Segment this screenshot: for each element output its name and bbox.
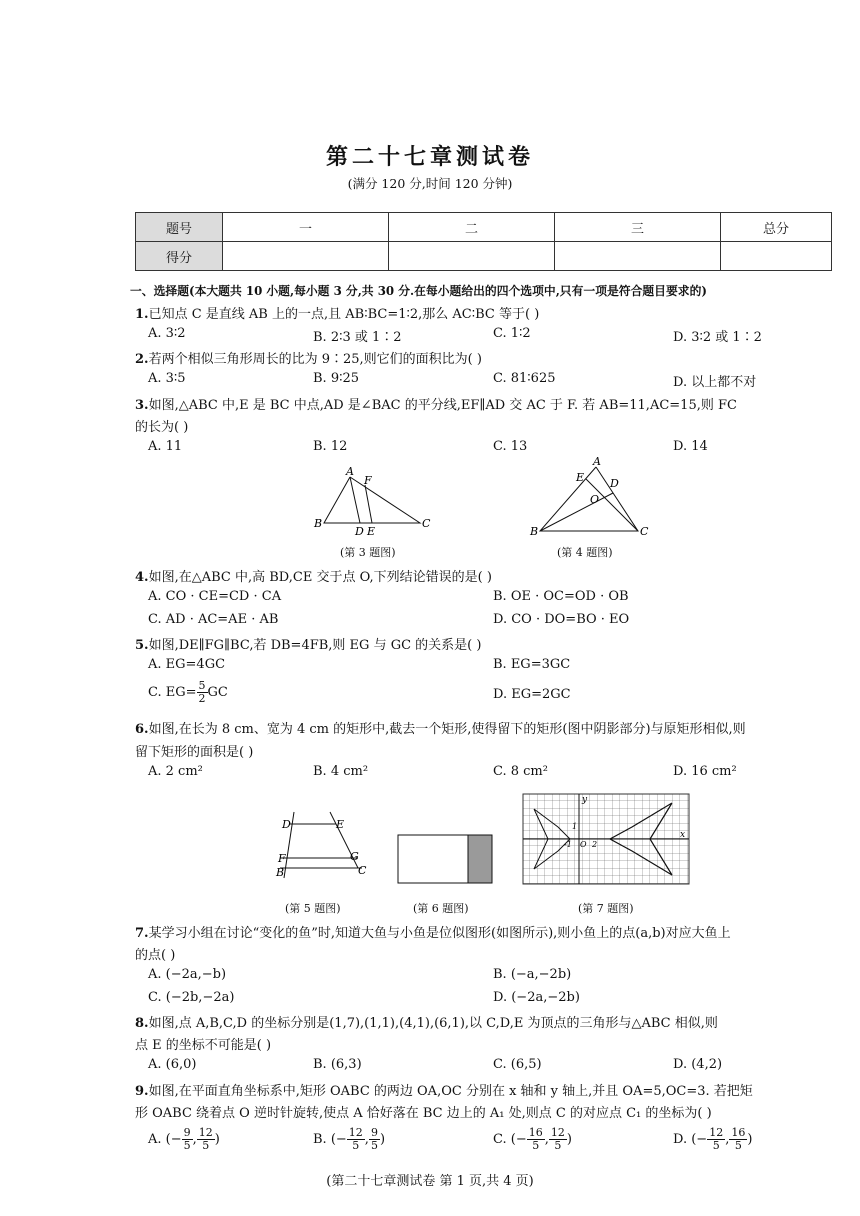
q8-option-a: A. (6,0): [148, 1057, 197, 1072]
q5-option-d: D. EG=2GC: [493, 687, 571, 702]
score-cell[interactable]: [389, 242, 555, 271]
score-header-cell: 三: [555, 213, 721, 242]
fig4-label: C: [640, 525, 649, 538]
fig5-label: C: [358, 864, 367, 877]
q8-option-c: C. (6,5): [493, 1057, 542, 1072]
question-8: 8.如图,点 A,B,C,D 的坐标分别是(1,7),(1,1),(4,1),(6,1),以 C,D,E 为顶点的三角形与△ABC 相似,则: [135, 1016, 718, 1031]
q7-option-a: A. (−2a,−b): [148, 967, 227, 982]
fig5-label: G: [350, 850, 359, 863]
q8-option-d: D. (4,2): [673, 1057, 723, 1072]
page-subtitle: (满分 120 分,时间 120 分钟): [347, 176, 513, 191]
q1-option-d: D. 3∶2 或 1∶2: [673, 330, 762, 345]
q2-option-d: D. 以上都不对: [673, 375, 757, 390]
fig7-label: 2: [592, 840, 598, 849]
question-4: 4.如图,在△ABC 中,高 BD,CE 交于点 O,下列结论错误的是( ): [135, 570, 492, 585]
question-3-cont: 的长为( ): [135, 420, 189, 435]
fig5-label: B: [276, 866, 285, 879]
fig4-label: E: [576, 471, 585, 484]
score-header-cell: 一: [223, 213, 389, 242]
fig5-label: F: [278, 852, 286, 865]
figure-7-fish-grid: [522, 793, 692, 888]
score-header-cell: 二: [389, 213, 555, 242]
q6-option-c: C. 8 cm²: [493, 764, 548, 779]
fig7-label: x: [680, 830, 686, 840]
fig3-label: A: [346, 465, 354, 478]
q2-option-c: C. 81∶625: [493, 371, 556, 386]
q4-option-c: C. AD · AC=AE · AB: [148, 612, 279, 627]
q6-option-d: D. 16 cm²: [673, 764, 737, 779]
question-3: 3.如图,△ABC 中,E 是 BC 中点,AD 是∠BAC 的平分线,EF∥AD 交 AC 于 F. 若 AB=11,AC=15,则 FC: [135, 398, 737, 413]
q9-option-a: A. (− $\frac{9}{5}$ , $\frac{12}{5}$ ): [148, 1126, 220, 1152]
q6-option-a: A. 2 cm²: [148, 764, 203, 779]
figure-7-caption: (第 7 题图): [578, 902, 634, 915]
figure-3-caption: (第 3 题图): [340, 546, 396, 559]
figure-3-triangle: [310, 465, 440, 540]
score-header-cell: 题号: [136, 213, 223, 242]
section-heading: 一、选择题(本大题共 10 小题,每小题 3 分,共 30 分.在每小题给出的四个选项中,只有一项是符合题目要求的): [130, 284, 707, 298]
score-table: [135, 212, 832, 271]
question-8-cont: 点 E 的坐标不可能是( ): [135, 1038, 272, 1053]
q4-option-a: A. CO · CE=CD · CA: [148, 589, 282, 604]
q3-option-a: A. 11: [148, 439, 183, 454]
fig5-label: E: [336, 818, 345, 831]
fig4-label: A: [593, 455, 601, 468]
question-7-cont: 的点( ): [135, 948, 176, 963]
score-table-score-row: [136, 242, 832, 271]
question-9: 9.如图,在平面直角坐标系中,矩形 OABC 的两边 OA,OC 分别在 x 轴和 y 轴上,并且 OA=5,OC=3. 若把矩: [135, 1084, 753, 1099]
q9-option-c: C. (− $\frac{16}{5}$ , $\frac{12}{5}$ ): [493, 1126, 572, 1152]
q3-option-c: C. 13: [493, 439, 528, 454]
fig7-label: -1: [564, 840, 572, 849]
q1-option-a: A. 3∶2: [148, 326, 186, 341]
figure-4-triangle: [528, 455, 658, 540]
q5-option-a: A. EG=4GC: [148, 657, 226, 672]
fig4-label: D: [610, 477, 619, 490]
q7-option-d: D. (−2a,−2b): [493, 990, 580, 1005]
question-6-cont: 留下矩形的面积是( ): [135, 745, 254, 760]
question-1: 1.已知点 C 是直线 AB 上的一点,且 AB∶BC=1∶2,那么 AC∶BC 等于( ): [135, 307, 540, 322]
q7-option-b: B. (−a,−2b): [493, 967, 572, 982]
fig3-label: D: [355, 525, 364, 538]
fig3-label: E: [367, 525, 376, 538]
figure-5-caption: (第 5 题图): [285, 902, 341, 915]
score-cell[interactable]: [721, 242, 832, 271]
q2-option-b: B. 9∶25: [313, 371, 360, 386]
fig7-label: O: [580, 840, 587, 849]
q3-option-b: B. 12: [313, 439, 348, 454]
q1-option-b: B. 2∶3 或 1∶2: [313, 330, 402, 345]
question-9-cont: 形 OABC 绕着点 O 逆时针旋转,使点 A 恰好落在 BC 边上的 A₁ 处,则点 C 的对应点 C₁ 的坐标为( ): [135, 1106, 712, 1121]
page-title: 第二十七章测试卷: [325, 144, 534, 170]
question-7: 7.某学习小组在讨论“变化的鱼”时,知道大鱼与小鱼是位似图形(如图所示),则小鱼上的点(a,b)对应大鱼上: [135, 926, 731, 941]
fig3-label: C: [422, 517, 431, 530]
fig3-label: B: [314, 517, 323, 530]
fig5-label: D: [282, 818, 291, 831]
q4-option-d: D. CO · DO=BO · EO: [493, 612, 630, 627]
q3-option-d: D. 14: [673, 439, 708, 454]
fig7-label: y: [582, 795, 588, 805]
fig4-label: B: [530, 525, 539, 538]
q9-option-d: D. (− $\frac{12}{5}$ , $\frac{16}{5}$ ): [673, 1126, 753, 1152]
figure-6-caption: (第 6 题图): [413, 902, 469, 915]
q1-option-c: C. 1∶2: [493, 326, 531, 341]
question-5: 5.如图,DE∥FG∥BC,若 DB=4FB,则 EG 与 GC 的关系是( ): [135, 638, 482, 653]
q4-option-b: B. OE · OC=OD · OB: [493, 589, 629, 604]
q6-option-b: B. 4 cm²: [313, 764, 369, 779]
score-cell[interactable]: [555, 242, 721, 271]
score-table-header-row: [136, 213, 832, 242]
page-footer: (第二十七章测试卷 第 1 页,共 4 页): [326, 1174, 534, 1189]
score-row-label: 得分: [136, 242, 223, 271]
q9-option-b: B. (− $\frac{12}{5}$ , $\frac{9}{5}$ ): [313, 1126, 386, 1152]
fig3-label: F: [364, 474, 372, 487]
figure-6-rectangle: [396, 833, 496, 885]
fig7-label: 1: [572, 822, 578, 831]
q5-option-b: B. EG=3GC: [493, 657, 571, 672]
fig4-label: O: [590, 493, 600, 506]
q5-option-c: C. EG= $\frac{5}{2}$ GC: [148, 679, 228, 705]
q2-option-a: A. 3∶5: [148, 371, 186, 386]
question-6: 6.如图,在长为 8 cm、宽为 4 cm 的矩形中,截去一个矩形,使得留下的矩形(图中阴影部分)与原矩形相似,则: [135, 722, 746, 737]
figure-5-trapezoid: [270, 808, 380, 883]
q7-option-c: C. (−2b,−2a): [148, 990, 235, 1005]
figure-4-caption: (第 4 题图): [557, 546, 613, 559]
score-cell[interactable]: [223, 242, 389, 271]
score-header-cell: 总分: [721, 213, 832, 242]
q8-option-b: B. (6,3): [313, 1057, 362, 1072]
question-2: 2.若两个相似三角形周长的比为 9∶25,则它们的面积比为( ): [135, 352, 482, 367]
